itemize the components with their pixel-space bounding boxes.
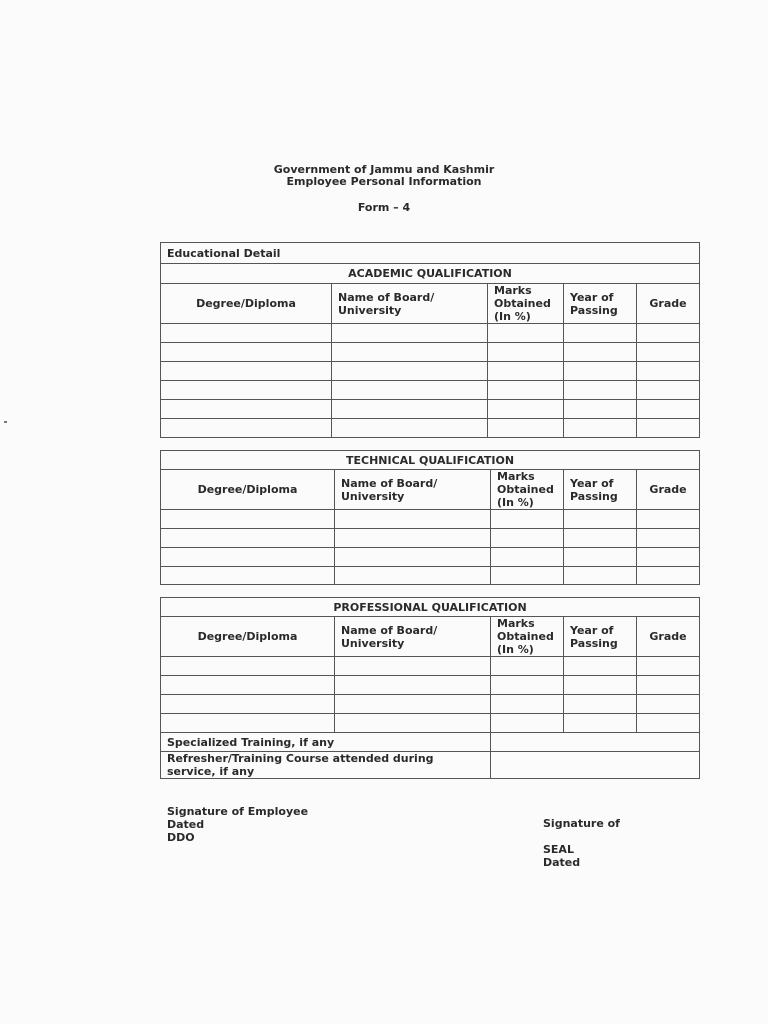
- cell[interactable]: [335, 567, 491, 585]
- cell[interactable]: [332, 381, 488, 400]
- cell[interactable]: [161, 343, 332, 362]
- cell[interactable]: [335, 657, 491, 676]
- col-board: Name of Board/ University: [335, 470, 491, 510]
- table-row: [161, 510, 700, 529]
- col-year: Year of Passing: [564, 470, 637, 510]
- table-row: [161, 548, 700, 567]
- cell[interactable]: [637, 362, 700, 381]
- table-row: [161, 419, 700, 438]
- col-grade: Grade: [637, 617, 700, 657]
- signature-block-left: [167, 805, 308, 844]
- cell[interactable]: [637, 695, 700, 714]
- cell[interactable]: [564, 548, 637, 567]
- cell[interactable]: [335, 548, 491, 567]
- cell[interactable]: [161, 324, 332, 343]
- cell[interactable]: [564, 324, 637, 343]
- cell[interactable]: [161, 400, 332, 419]
- cell[interactable]: [488, 419, 564, 438]
- col-marks: Marks Obtained (In %): [491, 617, 564, 657]
- educational-detail-label: Educational Detail: [161, 243, 700, 264]
- cell[interactable]: [564, 529, 637, 548]
- cell[interactable]: [637, 548, 700, 567]
- cell[interactable]: [161, 419, 332, 438]
- cell[interactable]: [637, 400, 700, 419]
- cell[interactable]: [161, 510, 335, 529]
- cell[interactable]: [637, 714, 700, 733]
- cell[interactable]: [335, 529, 491, 548]
- cell[interactable]: [161, 567, 335, 585]
- cell[interactable]: [491, 567, 564, 585]
- table-row: [161, 567, 700, 585]
- cell[interactable]: [488, 324, 564, 343]
- header-title: Employee Personal Information: [286, 175, 482, 188]
- cell[interactable]: [335, 695, 491, 714]
- cell[interactable]: [491, 657, 564, 676]
- cell[interactable]: [332, 400, 488, 419]
- cell[interactable]: [637, 676, 700, 695]
- cell[interactable]: [488, 400, 564, 419]
- header-government: Government of Jammu and Kashmir: [273, 163, 495, 176]
- academic-title: ACADEMIC QUALIFICATION: [161, 264, 700, 284]
- refresher-training-label: Refresher/Training Course attended during service, if any: [161, 752, 491, 779]
- cell[interactable]: [637, 343, 700, 362]
- refresher-training-field[interactable]: [491, 752, 700, 779]
- table-row: [161, 714, 700, 733]
- dated-right: Dated: [543, 856, 581, 869]
- cell[interactable]: [161, 529, 335, 548]
- cell[interactable]: [564, 510, 637, 529]
- technical-qualification-table: [160, 450, 700, 585]
- cell[interactable]: [161, 676, 335, 695]
- cell[interactable]: [161, 657, 335, 676]
- cell[interactable]: [491, 714, 564, 733]
- col-marks: Marks Obtained (In %): [488, 284, 564, 324]
- cell[interactable]: [335, 510, 491, 529]
- form-number: Form – 4: [357, 201, 411, 214]
- cell[interactable]: [491, 548, 564, 567]
- refresher-training-row: [161, 752, 700, 779]
- technical-title: TECHNICAL QUALIFICATION: [161, 451, 700, 470]
- col-degree: Degree/Diploma: [161, 617, 335, 657]
- cell[interactable]: [161, 381, 332, 400]
- cell[interactable]: [161, 714, 335, 733]
- signature-block-right: [543, 817, 620, 869]
- table-row: [161, 324, 700, 343]
- dated-left: Dated: [167, 818, 205, 831]
- cell[interactable]: [332, 362, 488, 381]
- cell[interactable]: [332, 419, 488, 438]
- specialized-training-label: Specialized Training, if any: [161, 733, 491, 752]
- cell[interactable]: [564, 381, 637, 400]
- cell[interactable]: [564, 567, 637, 585]
- cell[interactable]: [335, 714, 491, 733]
- cell[interactable]: [491, 529, 564, 548]
- cell[interactable]: [564, 695, 637, 714]
- table-row: [161, 343, 700, 362]
- cell[interactable]: [637, 529, 700, 548]
- signature-of-employee: Signature of Employee: [167, 805, 309, 818]
- cell[interactable]: [488, 343, 564, 362]
- cell[interactable]: [564, 657, 637, 676]
- col-board: Name of Board/ University: [335, 617, 491, 657]
- col-grade: Grade: [637, 284, 700, 324]
- cell[interactable]: [161, 548, 335, 567]
- table-row: [161, 695, 700, 714]
- cell[interactable]: [637, 657, 700, 676]
- col-degree: Degree/Diploma: [161, 284, 332, 324]
- cell[interactable]: [637, 419, 700, 438]
- cell[interactable]: [488, 362, 564, 381]
- cell[interactable]: [161, 362, 332, 381]
- cell[interactable]: [491, 510, 564, 529]
- cell[interactable]: [564, 714, 637, 733]
- specialized-training-field[interactable]: [491, 733, 700, 752]
- col-board: Name of Board/ University: [332, 284, 488, 324]
- cell[interactable]: [637, 324, 700, 343]
- table-row: [161, 381, 700, 400]
- col-year: Year of Passing: [564, 617, 637, 657]
- table-row: [161, 676, 700, 695]
- academic-qualification-table: [160, 242, 700, 438]
- col-grade: Grade: [637, 470, 700, 510]
- col-marks: Marks Obtained (In %): [491, 470, 564, 510]
- cell[interactable]: [491, 695, 564, 714]
- cell[interactable]: [564, 400, 637, 419]
- cell[interactable]: [564, 362, 637, 381]
- table-row: [161, 657, 700, 676]
- signature-of: Signature of: [543, 817, 620, 830]
- cell[interactable]: [488, 381, 564, 400]
- cell[interactable]: [564, 419, 637, 438]
- ddo-label: DDO: [167, 831, 195, 844]
- professional-qualification-table: [160, 597, 700, 779]
- cell[interactable]: [332, 343, 488, 362]
- col-degree: Degree/Diploma: [161, 470, 335, 510]
- cell[interactable]: [491, 676, 564, 695]
- cell[interactable]: [335, 676, 491, 695]
- specialized-training-row: [161, 733, 700, 752]
- cell[interactable]: [564, 343, 637, 362]
- table-row: [161, 362, 700, 381]
- cell[interactable]: [161, 695, 335, 714]
- seal-label: SEAL: [543, 843, 574, 856]
- cell[interactable]: [332, 324, 488, 343]
- scan-speck: [4, 421, 7, 423]
- cell[interactable]: [564, 676, 637, 695]
- cell[interactable]: [637, 510, 700, 529]
- table-row: [161, 529, 700, 548]
- table-row: [161, 400, 700, 419]
- professional-title: PROFESSIONAL QUALIFICATION: [161, 598, 700, 617]
- cell[interactable]: [637, 381, 700, 400]
- col-year: Year of Passing: [564, 284, 637, 324]
- cell[interactable]: [637, 567, 700, 585]
